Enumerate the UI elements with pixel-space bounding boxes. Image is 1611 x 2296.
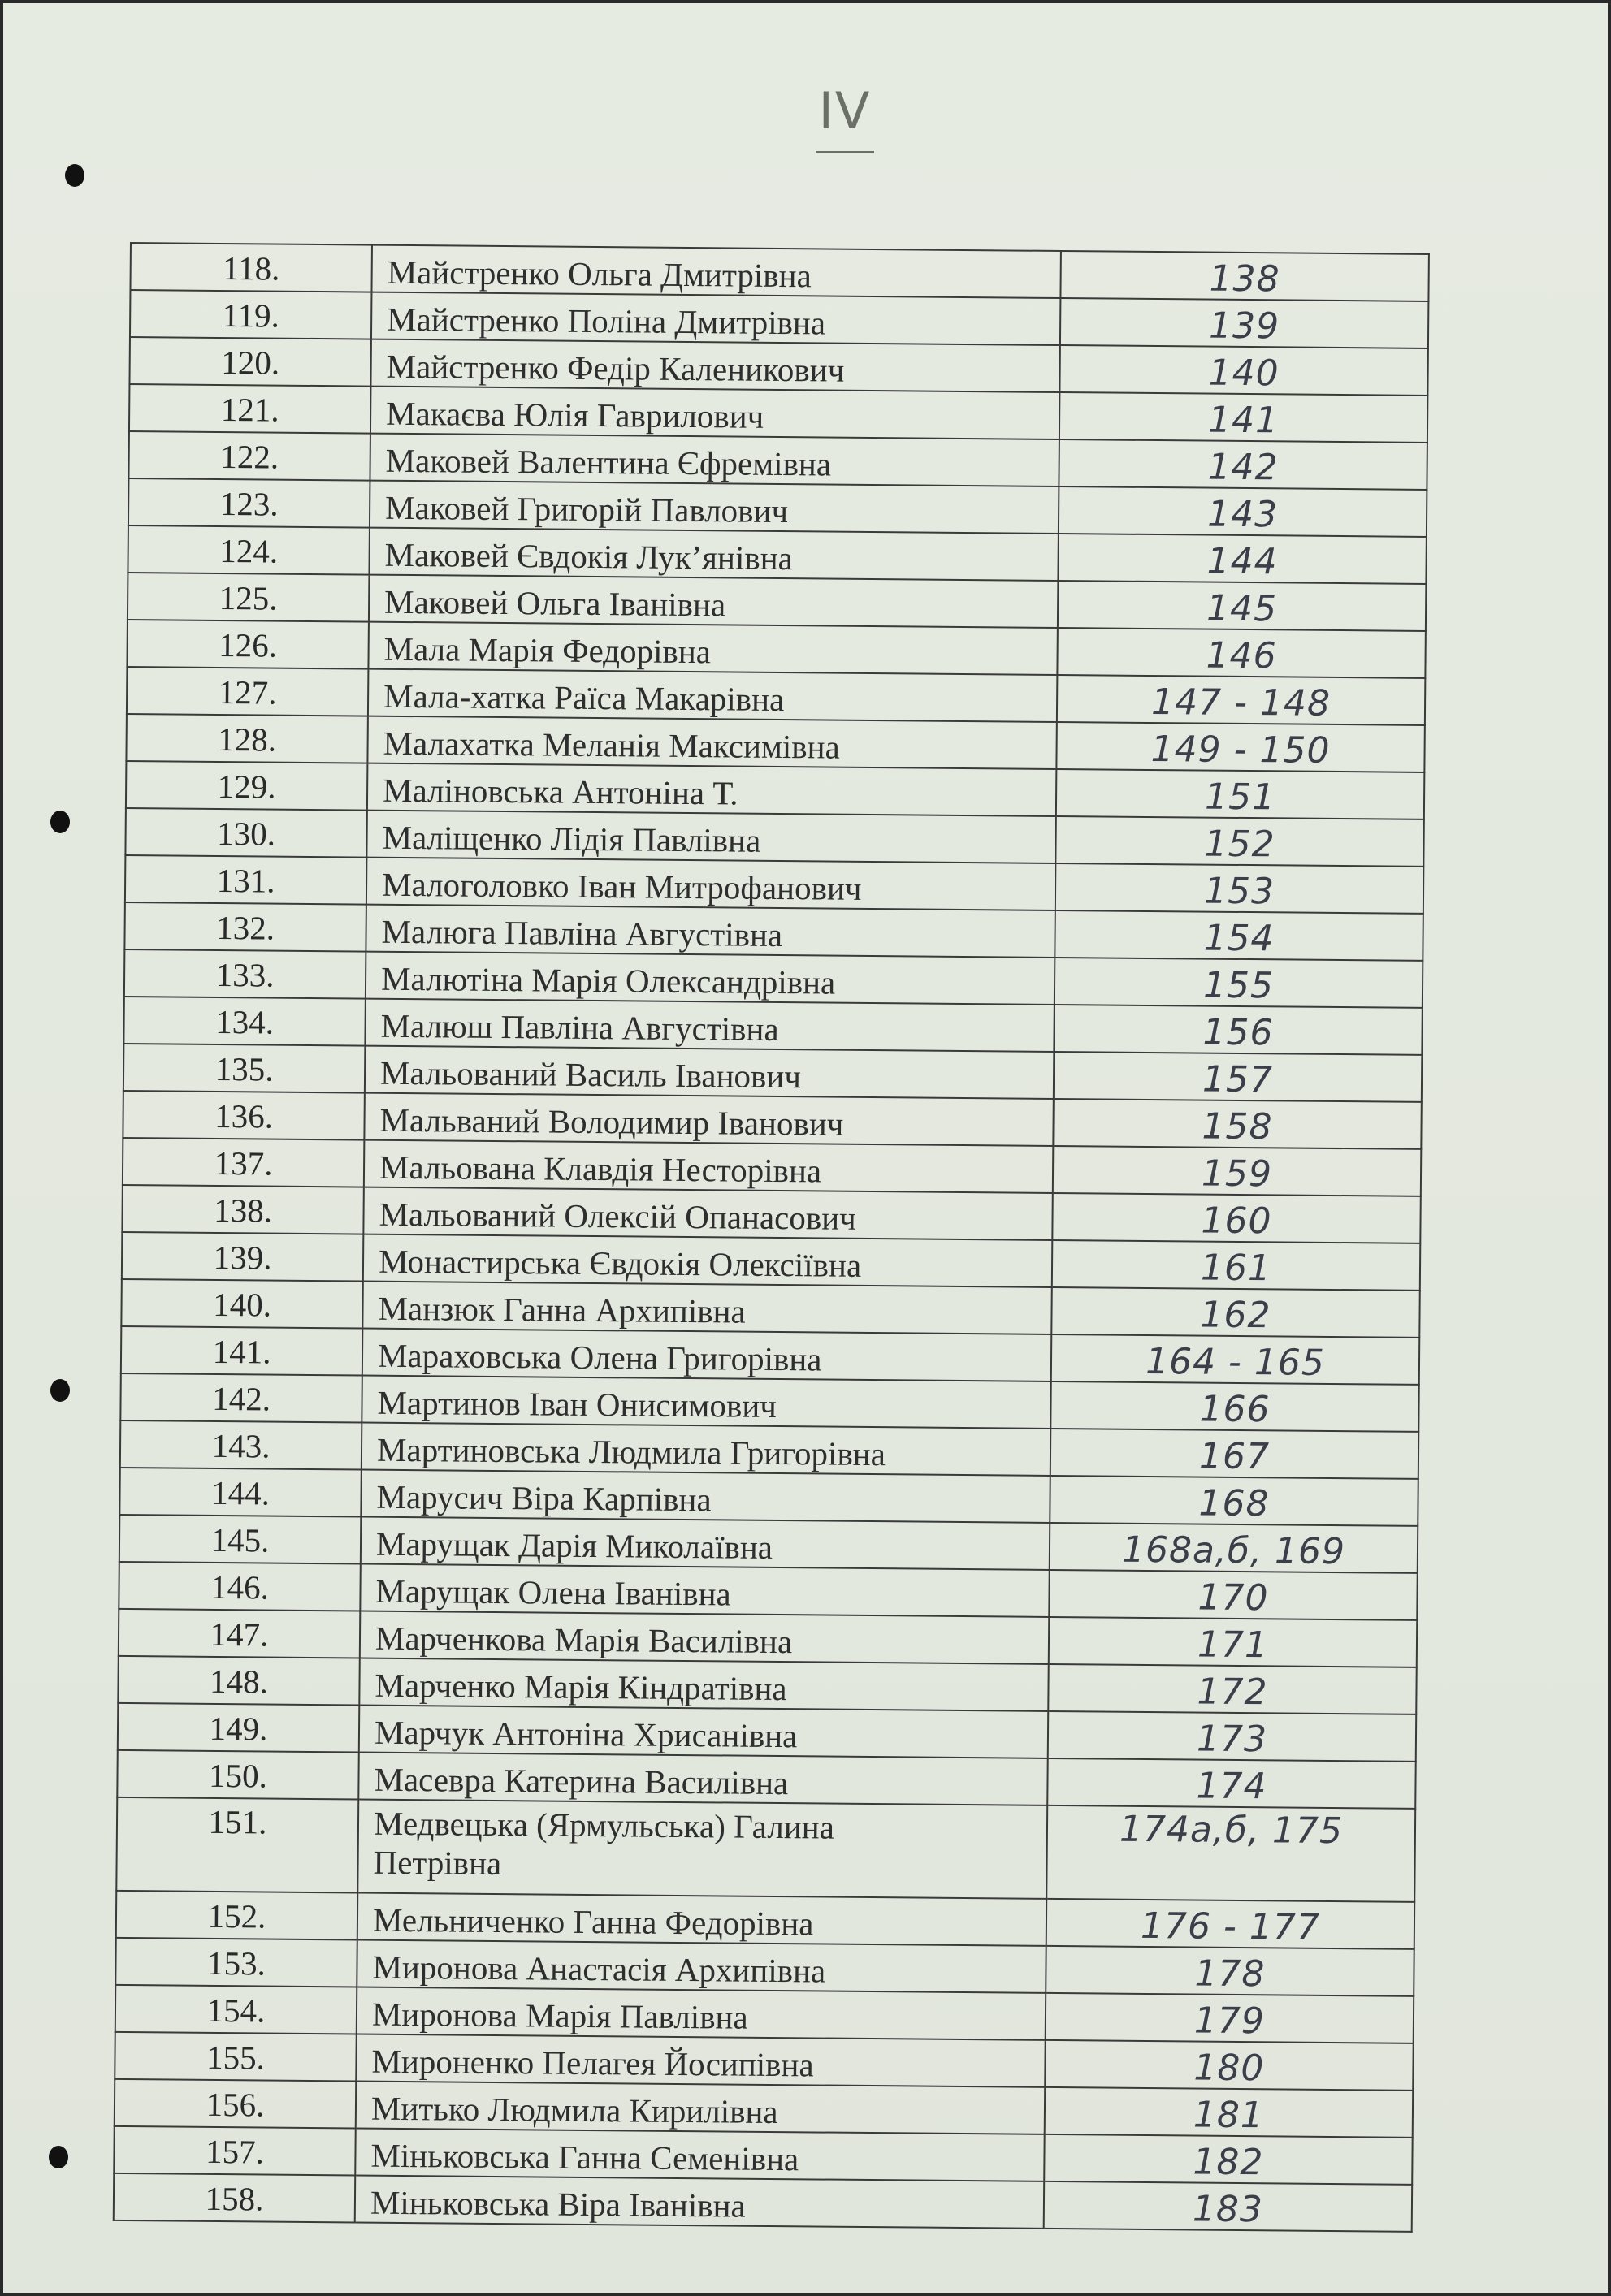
- handwritten-page-number: 146: [1057, 628, 1425, 678]
- person-name: [360, 1611, 1049, 1664]
- header-mark-underline: [816, 151, 874, 153]
- row-number: 124.: [128, 525, 369, 575]
- handwritten-page-number: 140: [1059, 345, 1427, 396]
- person-name: [370, 387, 1059, 439]
- punch-hole: [65, 164, 84, 187]
- person-name: [370, 339, 1059, 392]
- handwritten-page-number: 153: [1055, 863, 1423, 914]
- person-name-line: Медвецька (Ярмульська) Галина: [373, 1804, 835, 1846]
- handwritten-page-number: 138: [1060, 251, 1428, 301]
- person-name-line: Мироненко Пелагея Йосипівна: [371, 2042, 814, 2084]
- handwritten-page-number: 156: [1054, 1005, 1422, 1055]
- handwritten-page-number: 164 - 165: [1051, 1334, 1419, 1385]
- person-name: [367, 716, 1056, 769]
- person-name: [358, 1753, 1047, 1805]
- person-name-line: Марущак Олена Іванівна: [375, 1572, 731, 1613]
- handwritten-page-number: 145: [1058, 581, 1426, 631]
- person-name: [357, 1800, 1047, 1899]
- row-number: 153.: [115, 1938, 357, 1987]
- person-name-line: Малоголовко Іван Митрофанович: [381, 865, 862, 907]
- person-name: [362, 1282, 1051, 1334]
- person-name: [365, 1046, 1054, 1099]
- handwritten-page-number: 178: [1046, 1946, 1414, 1996]
- person-name-line: Манзюк Ганна Архипівна: [378, 1289, 746, 1330]
- person-name: [363, 1234, 1052, 1287]
- handwritten-page-number: 176 - 177: [1046, 1899, 1414, 1949]
- person-name-line: Мельниченко Ганна Федорівна: [372, 1900, 814, 1943]
- person-name: [369, 575, 1058, 628]
- person-name: [355, 2176, 1044, 2229]
- row-number: 149.: [118, 1703, 359, 1753]
- handwritten-page-number: 141: [1059, 392, 1427, 443]
- handwritten-page-number: 139: [1060, 298, 1428, 348]
- person-name: [359, 1706, 1048, 1758]
- person-name-line: Майстренко Федір Каленикович: [386, 347, 845, 389]
- row-number: 134.: [123, 997, 365, 1046]
- person-name-line: Мальваний Володимир Іванович: [379, 1100, 844, 1143]
- handwritten-page-number: 170: [1049, 1570, 1417, 1620]
- register-table: [113, 242, 1430, 2233]
- row-number: 121.: [129, 384, 370, 434]
- row-number: 147.: [119, 1609, 360, 1658]
- person-name: [359, 1658, 1048, 1711]
- person-name-line: Мартинов Іван Онисимович: [377, 1383, 777, 1425]
- row-number: 145.: [119, 1515, 361, 1564]
- person-name: [360, 1564, 1049, 1617]
- row-number: 138.: [122, 1185, 363, 1234]
- person-name: [370, 434, 1059, 486]
- row-number: 128.: [126, 714, 367, 763]
- row-number: 136.: [123, 1091, 364, 1140]
- row-number: 141.: [121, 1326, 362, 1376]
- row-number: 143.: [120, 1420, 362, 1470]
- handwritten-page-number: 162: [1051, 1287, 1419, 1338]
- person-name: [357, 1893, 1046, 1946]
- row-number: 144.: [119, 1468, 361, 1517]
- person-name-line: Маковей Євдокія Лук’янівна: [384, 535, 794, 577]
- person-name: [368, 669, 1057, 722]
- handwritten-page-number: 149 - 150: [1056, 722, 1424, 772]
- person-name-line: Монастирська Євдокія Олексіївна: [378, 1242, 862, 1284]
- person-name: [371, 245, 1060, 298]
- person-name: [362, 1423, 1050, 1476]
- handwritten-page-number: 155: [1055, 958, 1423, 1008]
- person-name-line: Марущак Дарія Миколаївна: [375, 1524, 773, 1566]
- person-name-line: Марусич Віра Карпівна: [376, 1477, 712, 1519]
- person-name-line: Малюш Павліна Августівна: [380, 1006, 779, 1049]
- person-name: [356, 2034, 1045, 2087]
- person-name-line: Маковей Ольга Іванівна: [383, 582, 726, 624]
- punch-hole: [50, 1379, 70, 1402]
- person-name-line: Марчук Антоніна Хрисанівна: [374, 1713, 798, 1755]
- handwritten-page-number: 161: [1052, 1240, 1420, 1291]
- row-number: 135.: [123, 1044, 365, 1093]
- row-number: 142.: [120, 1373, 362, 1423]
- register-table-body: [114, 243, 1429, 2232]
- handwritten-page-number: 181: [1045, 2087, 1413, 2138]
- person-name: [366, 811, 1055, 863]
- handwritten-page-number: 172: [1048, 1664, 1416, 1714]
- row-number: 150.: [117, 1750, 358, 1800]
- person-name: [366, 952, 1055, 1005]
- person-name-line: Майстренко Поліна Дмитрівна: [386, 300, 826, 342]
- person-name: [370, 481, 1059, 534]
- handwritten-page-number: 173: [1048, 1711, 1416, 1762]
- person-name: [366, 905, 1055, 958]
- person-name: [365, 999, 1054, 1052]
- handwritten-page-number: 151: [1056, 769, 1424, 819]
- person-name: [368, 622, 1057, 675]
- person-name-line: Масевра Катерина Василівна: [374, 1760, 789, 1802]
- person-name-line: Мальований Олексій Опанасович: [379, 1195, 856, 1237]
- handwritten-page-number: 168а,б, 169: [1050, 1523, 1418, 1573]
- person-name-line: Миронова Марія Павлівна: [371, 1995, 748, 2036]
- person-name-line: Мала-хатка Раїса Макарівна: [383, 677, 785, 719]
- row-number: 132.: [124, 902, 366, 952]
- person-name-line: Маковей Валентина Єфремівна: [385, 441, 832, 483]
- header-mark-text: IV: [818, 81, 872, 141]
- row-number: 148.: [118, 1656, 359, 1706]
- person-name: [366, 858, 1055, 910]
- punch-hole: [50, 811, 70, 833]
- person-name-line: Маліщенко Лідія Павлівна: [382, 818, 761, 859]
- person-name-line: Малютіна Марія Олександрівна: [380, 959, 836, 1001]
- row-number: 154.: [115, 1985, 357, 2034]
- person-name: [363, 1187, 1052, 1240]
- table-row: [116, 1797, 1415, 1902]
- person-name: [364, 1140, 1053, 1193]
- handwritten-page-number: 144: [1058, 534, 1426, 584]
- person-name-line: Петрівна: [373, 1843, 502, 1883]
- row-number: 139.: [122, 1232, 363, 1282]
- person-name-line: Мала Марія Федорівна: [383, 629, 712, 671]
- handwritten-page-number: 167: [1050, 1429, 1418, 1479]
- row-number: 131.: [125, 855, 366, 905]
- handwritten-roman-numeral: [812, 81, 877, 141]
- row-number: 152.: [116, 1891, 357, 1940]
- row-number: 130.: [125, 808, 366, 858]
- person-name-line: Макаєва Юлія Гаврилович: [385, 394, 764, 435]
- person-name: [367, 763, 1056, 816]
- handwritten-page-number: 160: [1052, 1193, 1420, 1243]
- row-number: 140.: [121, 1279, 362, 1329]
- row-number: 126.: [127, 620, 368, 669]
- row-number: 122.: [128, 431, 370, 481]
- row-number: 156.: [115, 2079, 356, 2129]
- person-name: [364, 1093, 1053, 1146]
- row-number: 155.: [115, 2032, 356, 2082]
- row-number: 133.: [124, 949, 366, 999]
- person-name: [357, 1940, 1046, 1993]
- handwritten-page-number: 166: [1050, 1381, 1418, 1432]
- handwritten-page-number: 159: [1053, 1146, 1421, 1196]
- row-number: 118.: [130, 243, 371, 292]
- person-name: [371, 292, 1060, 345]
- handwritten-page-number: 168: [1050, 1476, 1418, 1526]
- person-name-line: Майстренко Ольга Дмитрівна: [387, 253, 812, 295]
- handwritten-page-number: 171: [1049, 1617, 1417, 1667]
- handwritten-page-number: 174: [1047, 1758, 1415, 1809]
- person-name: [356, 2082, 1045, 2134]
- person-name-line: Миронова Анастасія Архипівна: [372, 1948, 826, 1990]
- handwritten-page-number: 174а,б, 175: [1046, 1805, 1415, 1902]
- handwritten-page-number: 158: [1053, 1099, 1421, 1149]
- row-number: 137.: [123, 1138, 364, 1187]
- row-number: 129.: [126, 761, 367, 811]
- handwritten-page-number: 183: [1044, 2181, 1412, 2232]
- person-name: [355, 2129, 1044, 2181]
- handwritten-page-number: 154: [1055, 910, 1423, 961]
- row-number: 151.: [116, 1797, 358, 1893]
- person-name-line: Маковей Григорій Павлович: [384, 488, 789, 530]
- person-name-line: Малахатка Меланія Максимівна: [383, 724, 840, 766]
- person-name-line: Мараховська Олена Григорівна: [377, 1336, 822, 1378]
- person-name: [361, 1470, 1050, 1523]
- person-name-line: Міньковська Ганна Семенівна: [370, 2136, 799, 2178]
- row-number: 157.: [114, 2126, 355, 2176]
- person-name-line: Митько Людмила Кирилівна: [370, 2089, 778, 2131]
- row-number: 125.: [128, 573, 369, 622]
- handwritten-page-number: 182: [1044, 2134, 1412, 2185]
- person-name: [369, 528, 1058, 581]
- person-name: [361, 1517, 1050, 1570]
- handwritten-page-number: 143: [1059, 486, 1427, 537]
- person-name: [357, 1987, 1046, 2040]
- person-name-line: Мальована Клавдія Несторівна: [379, 1148, 822, 1190]
- person-name-line: Маліновська Антоніна Т.: [382, 771, 738, 812]
- row-number: 123.: [128, 478, 370, 528]
- handwritten-page-number: 147 - 148: [1057, 675, 1425, 725]
- row-number: 146.: [119, 1562, 360, 1611]
- person-name-line: Малюга Павліна Августівна: [381, 912, 783, 954]
- person-name: [362, 1329, 1051, 1381]
- handwritten-page-number: 180: [1045, 2040, 1413, 2091]
- row-number: 119.: [130, 290, 371, 339]
- handwritten-page-number: 142: [1059, 439, 1427, 490]
- punch-hole: [49, 2146, 68, 2168]
- person-name-line: Мартиновська Людмила Григорівна: [376, 1430, 886, 1473]
- handwritten-page-number: 179: [1046, 1993, 1414, 2043]
- person-name-line: Марченко Марія Кіндратівна: [375, 1666, 787, 1708]
- handwritten-page-number: 152: [1055, 816, 1423, 867]
- person-name-line: Марченкова Марія Василівна: [375, 1619, 793, 1661]
- row-number: 120.: [129, 337, 370, 387]
- row-number: 158.: [114, 2173, 355, 2223]
- row-number: 127.: [127, 667, 368, 716]
- person-name-line: Мальований Василь Іванович: [379, 1053, 802, 1096]
- person-name-line: Міньковська Віра Іванівна: [370, 2183, 746, 2225]
- person-name: [362, 1376, 1050, 1429]
- handwritten-page-number: 157: [1054, 1052, 1422, 1102]
